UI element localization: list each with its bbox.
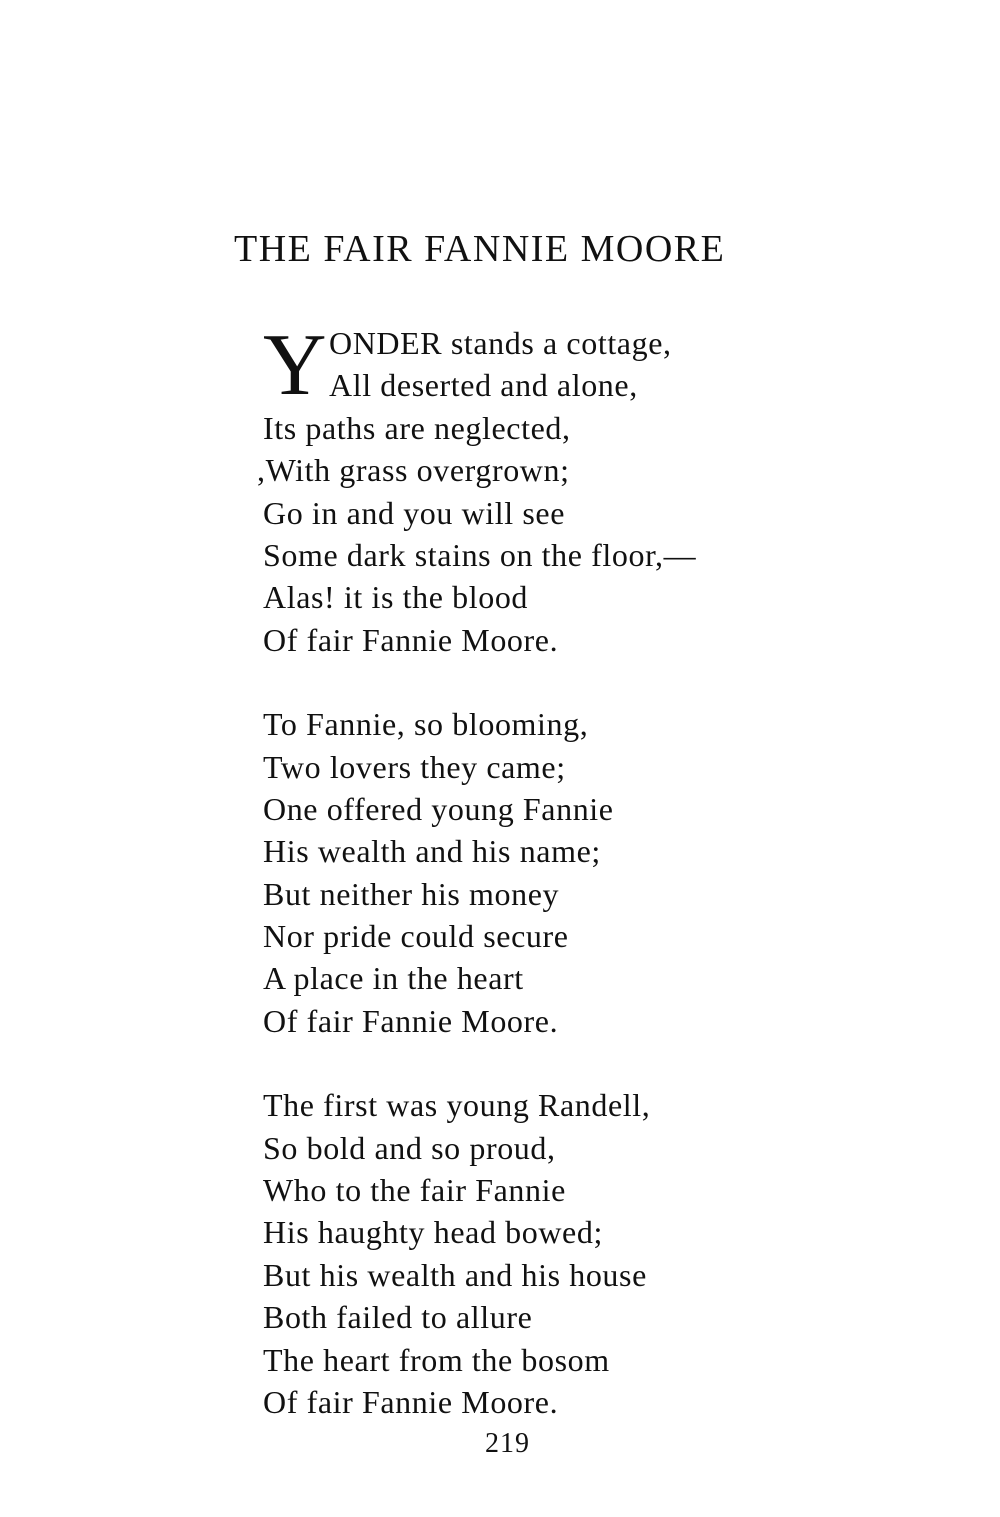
poem-line: To Fannie, so blooming, (263, 706, 589, 743)
poem-line: Its paths are neglected, (263, 409, 571, 446)
poem-line: The first was young Randell, (263, 1087, 651, 1124)
poem-line: One offered young Fannie (263, 790, 614, 827)
poem-line: But neither his money (263, 875, 560, 912)
poem-line: So bold and so proud, (263, 1129, 556, 1166)
poem-title: THE FAIR FANNIE MOORE (234, 228, 726, 270)
poem-line: Go in and you will see (263, 494, 566, 531)
line-text: ONDER stands a cottage, (329, 325, 672, 361)
drop-cap: Y (263, 317, 328, 414)
stanza-3 (263, 1084, 823, 1423)
poem-line: His wealth and his name; (263, 833, 601, 870)
poem-line: Two lovers they came; (263, 748, 566, 785)
page-number: 219 (485, 1428, 530, 1459)
poem-line: A place in the heart (263, 960, 524, 997)
poem-line: Of fair Fannie Moore. (263, 1383, 559, 1420)
stanza-2 (263, 703, 823, 1042)
poem-line: Both failed to allure (263, 1299, 533, 1336)
poem-line: Of fair Fannie Moore. (263, 1002, 559, 1039)
poem-line: Nor pride could secure (263, 918, 569, 955)
poem-body (257, 317, 823, 1465)
poem-line: All deserted and alone, (329, 367, 638, 404)
poem-line: The heart from the bosom (263, 1341, 610, 1378)
poem-line: Alas! it is the blood (263, 579, 529, 616)
poem-line: His haughty head bowed; (263, 1214, 603, 1251)
poem-line: But his wealth and his house (263, 1256, 647, 1293)
poem-line: Of fair Fannie Moore. (263, 621, 559, 658)
poem-line: ,With grass overgrown; (257, 452, 570, 489)
poem-line: Who to the fair Fannie (263, 1172, 566, 1209)
stanza-1 (257, 317, 823, 661)
poem-line: Some dark stains on the floor,— (263, 536, 697, 573)
